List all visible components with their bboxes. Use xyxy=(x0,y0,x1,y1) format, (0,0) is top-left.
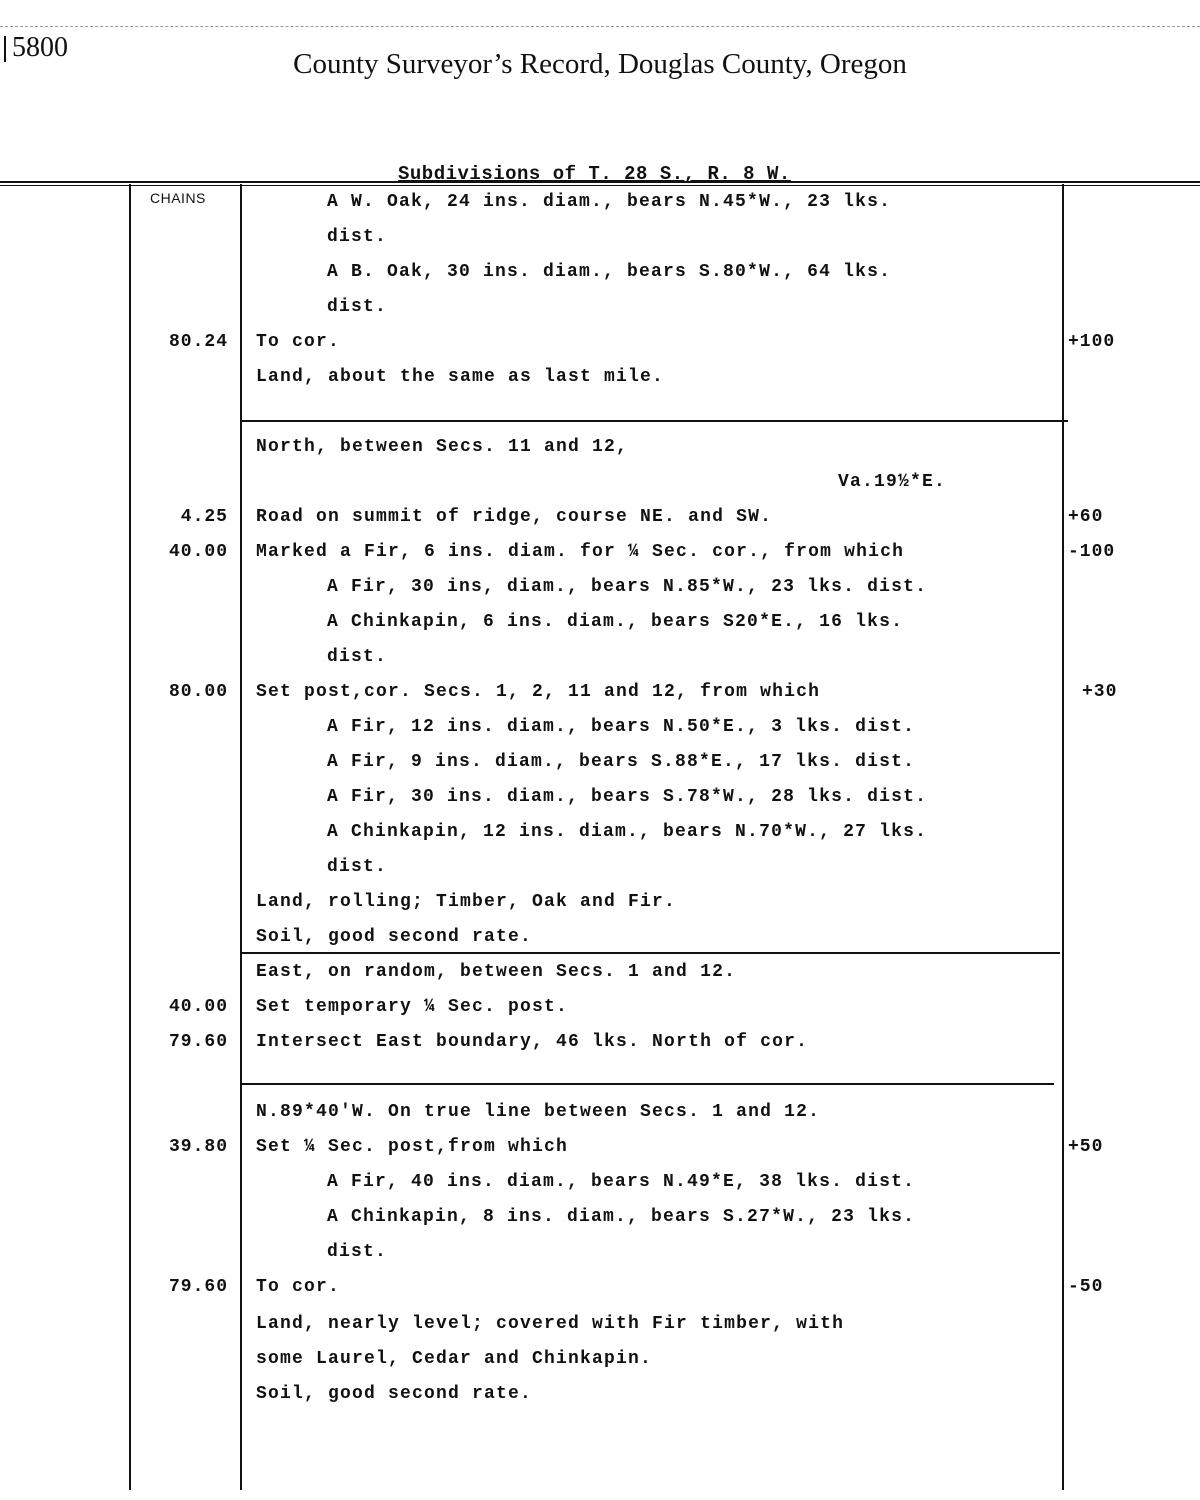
record-line: some Laurel, Cedar and Chinkapin. xyxy=(256,1349,653,1369)
record-line: Intersect East boundary, 46 lks. North of cor. xyxy=(256,1032,809,1052)
chain-distance: 80.24 xyxy=(168,332,228,352)
elevation-change: +100 xyxy=(1068,332,1116,352)
elevation-change: +60 xyxy=(1068,507,1104,527)
chain-distance: 79.60 xyxy=(168,1277,228,1297)
elevation-change: -50 xyxy=(1068,1277,1104,1297)
record-line: Road on summit of ridge, course NE. and SW. xyxy=(256,507,773,527)
record-line: North, between Secs. 11 and 12, xyxy=(256,437,629,457)
record-line: A Fir, 30 ins. diam., bears S.78*W., 28 lks. dist. xyxy=(327,787,928,807)
section-subtitle: Subdivisions of T. 28 S., R. 8 W. xyxy=(398,163,791,185)
chain-distance: 40.00 xyxy=(168,997,228,1017)
left-margin-line xyxy=(129,184,131,1490)
record-line: dist. xyxy=(327,857,388,877)
record-line: dist. xyxy=(327,647,388,667)
record-line: Land, nearly level; covered with Fir timber, with xyxy=(256,1314,845,1334)
chain-distance: 39.80 xyxy=(168,1137,228,1157)
record-line: Marked a Fir, 6 ins. diam. for ¼ Sec. cor., from which xyxy=(256,542,905,562)
elevation-change: +30 xyxy=(1082,682,1118,702)
elevation-change: -100 xyxy=(1068,542,1116,562)
record-line: dist. xyxy=(327,227,388,247)
page-number: 5800 xyxy=(12,32,68,63)
record-line: A Chinkapin, 6 ins. diam., bears S20*E., 16 lks. xyxy=(327,612,904,632)
record-line: Land, about the same as last mile. xyxy=(256,367,665,387)
record-line: A Fir, 12 ins. diam., bears N.50*E., 3 lks. dist. xyxy=(327,717,916,737)
record-line: A Fir, 40 ins. diam., bears N.49*E, 38 lks. dist. xyxy=(327,1172,916,1192)
header-rule xyxy=(0,181,1200,186)
record-line: Set temporary ¼ Sec. post. xyxy=(256,997,569,1017)
record-line: Set ¼ Sec. post,from which xyxy=(256,1137,569,1157)
record-line: To cor. xyxy=(256,1277,341,1297)
page-title: County Surveyor’s Record, Douglas County, Oregon xyxy=(293,48,907,80)
elevation-change: +50 xyxy=(1068,1137,1104,1157)
record-line: N.89*40'W. On true line between Secs. 1 and 12. xyxy=(256,1102,821,1122)
record-line: A B. Oak, 30 ins. diam., bears S.80*W., 64 lks. xyxy=(327,262,892,282)
section-divider xyxy=(242,952,1060,954)
record-line: East, on random, between Secs. 1 and 12. xyxy=(256,962,737,982)
chains-column-header: CHAINS xyxy=(150,190,206,206)
chain-distance: 4.25 xyxy=(180,507,228,527)
record-line: Land, rolling; Timber, Oak and Fir. xyxy=(256,892,677,912)
record-line: A Chinkapin, 12 ins. diam., bears N.70*W., 27 lks. xyxy=(327,822,928,842)
record-line: A Fir, 30 ins, diam., bears N.85*W., 23 lks. dist. xyxy=(327,577,928,597)
record-line: A Fir, 9 ins. diam., bears S.88*E., 17 lks. dist. xyxy=(327,752,916,772)
page-top-edge xyxy=(0,26,1200,31)
record-line: To cor. xyxy=(256,332,341,352)
record-line: A W. Oak, 24 ins. diam., bears N.45*W., 23 lks. xyxy=(327,192,892,212)
section-divider xyxy=(242,420,1068,422)
record-line: Soil, good second rate. xyxy=(256,1384,533,1404)
record-line: dist. xyxy=(327,1242,388,1262)
record-line: Set post,cor. Secs. 1, 2, 11 and 12, from which xyxy=(256,682,821,702)
record-line: A Chinkapin, 8 ins. diam., bears S.27*W., 23 lks. xyxy=(327,1207,916,1227)
variation-note: Va.19½*E. xyxy=(838,472,947,492)
record-line: dist. xyxy=(327,297,388,317)
chain-distance: 80.00 xyxy=(168,682,228,702)
chain-distance: 79.60 xyxy=(168,1032,228,1052)
chains-column-divider xyxy=(240,184,242,1490)
record-line: Soil, good second rate. xyxy=(256,927,533,947)
elevation-column-divider xyxy=(1062,184,1064,1490)
section-divider xyxy=(242,1083,1054,1085)
chain-distance: 40.00 xyxy=(168,542,228,562)
